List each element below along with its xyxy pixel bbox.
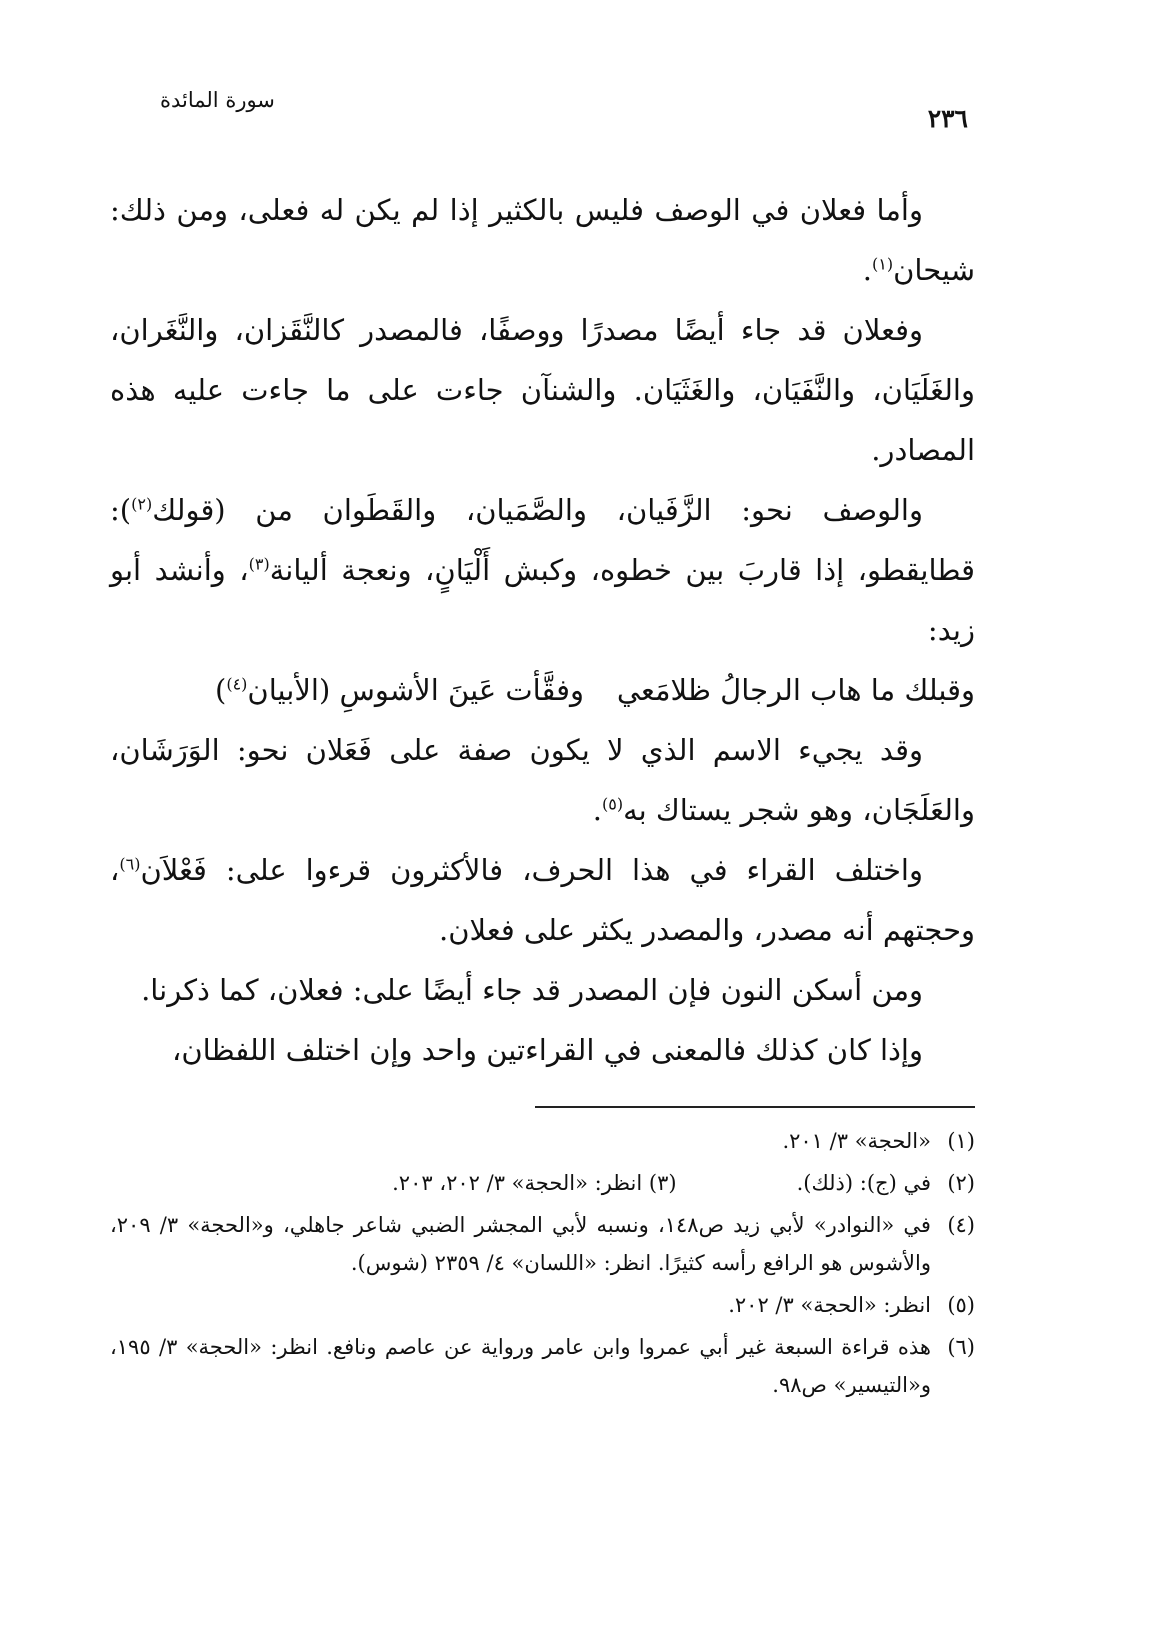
footnote-separator [535, 1106, 975, 1108]
footnote-marker: (٤) [226, 674, 248, 694]
footnote [110, 1122, 975, 1160]
paragraph-text: وأما فعلان في الوصف فليس بالكثير إذا لم يكن له فعلى، ومن ذلك: شيحان [110, 193, 975, 287]
surah-title: سورة المائدة [160, 88, 275, 112]
footnote [110, 1286, 975, 1324]
paragraph-text: ، وأنشد أبو زيد: [110, 553, 975, 647]
punctuation: . [592, 793, 602, 827]
paragraph [110, 480, 975, 660]
footnote-number: (١) [947, 1129, 975, 1153]
paragraph-text: والوصف نحو: الزَّفَيان، والصَّمَيان، والقَطَوان من (قولك [152, 493, 923, 527]
footnote-number: (٤) [947, 1213, 975, 1237]
footnote [110, 1164, 975, 1202]
paragraph [110, 720, 975, 840]
paragraph [110, 840, 975, 960]
paragraph-text: واختلف القراء في هذا الحرف، فالأكثرون قرءوا على: فَعْلاَن [140, 853, 923, 887]
paragraph: وفعلان قد جاء أيضًا مصدرًا ووصفًا، فالمصدر كالنَّقَزان، والنَّغَران، والغَلَيَان، والنَّفَيَان، والغَثَيَان. والشنآن جاءت على ما جاءت عليه هذه المصادر. [110, 313, 975, 467]
footnote-marker: (٣) [248, 554, 270, 574]
poetry-verse [215, 660, 975, 720]
footnote-number: (٥) [947, 1293, 975, 1317]
verse-text: وفقَّأت عَينَ الأشوسِ (الأبيان [247, 673, 585, 707]
footnote-marker: (١) [872, 254, 894, 274]
punctuation: . [862, 253, 872, 287]
footnote-number: (٣) [648, 1171, 677, 1195]
footnotes [110, 1122, 975, 1408]
paragraph-text: وقد يجيء الاسم الذي لا يكون صفة على فَعَلان نحو: الوَرَشَان، والعَلَجَان، وهو شجر يستاك به [110, 733, 975, 827]
footnote-marker: (٦) [119, 854, 141, 874]
footnote-number: (٢) [947, 1171, 975, 1195]
footnote-marker: (٥) [601, 794, 624, 814]
page-number: ٢٣٦ [927, 104, 968, 133]
footnote-text: انظر: «الحجة» ٣/ ٢٠٢، ٢٠٣. [392, 1171, 643, 1195]
footnote-number: (٦) [947, 1335, 975, 1359]
main-text [110, 180, 975, 1080]
paragraph-text: ، وحجتهم أنه مصدر، والمصدر يكثر على فعلان. [110, 853, 975, 947]
verse-first-hemistich: وقبلك ما هاب الرجالُ ظلامَعي [616, 673, 975, 707]
footnote-text: في «النوادر» لأبي زيد ص١٤٨، ونسبه لأبي المجشر الضبي شاعر جاهلي، و«الحجة» ٣/ ٢٠٩، والأشوس هو الرافع رأسه كثيرًا. انظر: «اللسان» ٤/ ٢٣٥٩ (شوس). [110, 1213, 931, 1275]
footnote-text: انظر: «الحجة» ٣/ ٢٠٢. [728, 1293, 931, 1317]
footnote-text: في (ج): (ذلك). [796, 1171, 931, 1195]
footnote-pair [110, 1164, 931, 1202]
footnote-text: هذه قراءة السبعة غير أبي عمروا وابن عامر ورواية عن عاصم ونافع. انظر: «الحجة» ٣/ ١٩٥، و«التيسير» ص٩٨. [110, 1335, 931, 1397]
verse-second-hemistich [215, 660, 584, 720]
footnote-text: «الحجة» ٣/ ٢٠١. [782, 1129, 931, 1153]
paragraph: ومن أسكن النون فإن المصدر قد جاء أيضًا على: فعلان، كما ذكرنا. [141, 973, 923, 1007]
footnote-inline [392, 1164, 676, 1202]
footnote-marker: (٢) [131, 494, 153, 514]
footnote [110, 1328, 975, 1404]
paragraph [110, 180, 975, 300]
paragraph: وإذا كان كذلك فالمعنى في القراءتين واحد وإن اختلف اللفظان، [171, 1033, 923, 1067]
footnote [110, 1206, 975, 1282]
punctuation: ) [215, 673, 227, 707]
paragraph-text: ): قطايقطو، إذا قاربَ بين خطوه، وكبش أَلْيَانٍ، ونعجة أليانة [110, 493, 975, 587]
